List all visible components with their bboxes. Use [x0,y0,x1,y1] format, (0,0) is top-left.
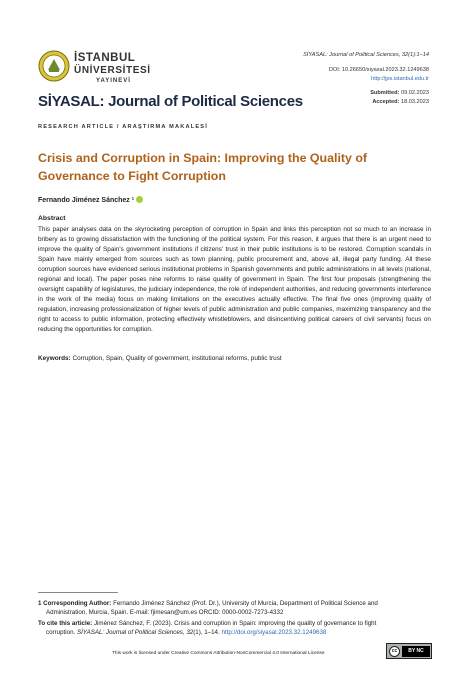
license-text: This work is licensed under Creative Commons Attribution-NonCommercial 4.0 International License [112,651,325,656]
cc-by-nc-label: BY NC [402,646,430,657]
author-name: Fernando Jiménez Sánchez ¹ [38,197,135,204]
accepted-label: Accepted: [372,99,400,105]
footnote-line2: Administration, Murcia, Spain. E-mail: fjimesan@um.es ORCID: 0000-0002-7273-4332 [46,609,284,616]
citation [38,619,431,637]
footnote-line1: Fernando Jiménez Sánchez (Prof. Dr.), University of Murcia, Department of Political Science and [113,600,378,607]
orcid-icon[interactable] [136,196,143,203]
journal-reference [303,52,429,58]
publisher-name-line2: ÜNİVERSİTESİ [74,65,151,76]
university-seal-icon [38,50,70,82]
footnote-divider [38,592,118,593]
abstract-text: This paper analyses data on the skyrocketing perception of corruption in Spain and links this perception not so much to an increase in bribery as to growing dissatisfaction with the functioning of the political system. For this reason, it argues that there is an urgent need to improve the quality of Spain's government institutions if citizens' trust in their public institutions is to be restored. Corruption scandals in Spain have mainly emerged from sources such as town planning, public procurement and, above all, illegal party funding. All these corruption sources have evidenced serious institutional problems in Spanish governments and public administrations in all levels (national, regional and local). The paper poses nine reforms to raise quality of government in Spain. The first four proposals (strengthening the oversight capability of legislatures, the judiciary independence, the role of independent authorities, and reducing governments interference in the work of the media) focus on making limitations on the executives actually effective. The final five ones (improving quality of regulation, increasing professionalization of higher levels of public administration and public companies, maximizing transparency and the right to access to public information, protecting effectively whistleblowers, and disincentiving political careers of civil servants) focus on reducing the opportunities for corruption. [38,226,431,333]
journal-reference-text: SİYASAL: Journal of Political Sciences, 32(1):1–14 [303,52,429,58]
submitted-label: Submitted: [370,90,400,96]
footnote-label: 1 Corresponding Author: [38,600,112,607]
accepted-date: 18.03.2023 [401,99,429,105]
publisher-name-line1: İSTANBUL [74,52,136,64]
abstract-heading: Abstract [38,215,66,222]
journal-title: SİYASAL: Journal of Political Sciences [38,93,303,110]
doi: DOI: 10.26650/siyasal.2023.32.1249638 [328,67,429,73]
cite-journal: SİYASAL: Journal of Political Sciences, 32 [76,629,194,636]
cite-text3: (1), 1–14. [193,629,220,636]
journal-url-link[interactable]: http://jps.istanbul.edu.tr [371,76,429,82]
cc-license-badge[interactable] [386,643,432,659]
cite-text: Jiménez Sánchez, F. (2023). Crisis and corruption in Spain: improving the quality of governance to fight [93,620,377,627]
keywords-label: Keywords: [38,355,71,362]
publisher-name-line3: YAYINEVİ [96,78,131,84]
cite-label: To cite this article: [38,620,93,627]
publisher-logo [38,50,188,96]
cite-doi-link[interactable]: http://doi.org/siyasal.2023.32.1249638 [221,629,327,636]
article-category: RESEARCH ARTICLE / ARAŞTIRMA MAKALESİ [38,124,208,130]
keywords-text: Corruption, Spain, Quality of government, institutional reforms, public trust [72,355,282,362]
submitted-date: 09.02.2023 [401,90,429,96]
keywords [38,354,431,364]
submission-dates [370,89,429,107]
cc-icon: cc [389,646,400,657]
author-line [38,196,143,204]
cite-text2: corruption. [46,629,76,636]
article-title: Crisis and Corruption in Spain: Improving the Quality of Governance to Fight Corruption [38,151,368,183]
corresponding-author-footnote [38,599,431,617]
